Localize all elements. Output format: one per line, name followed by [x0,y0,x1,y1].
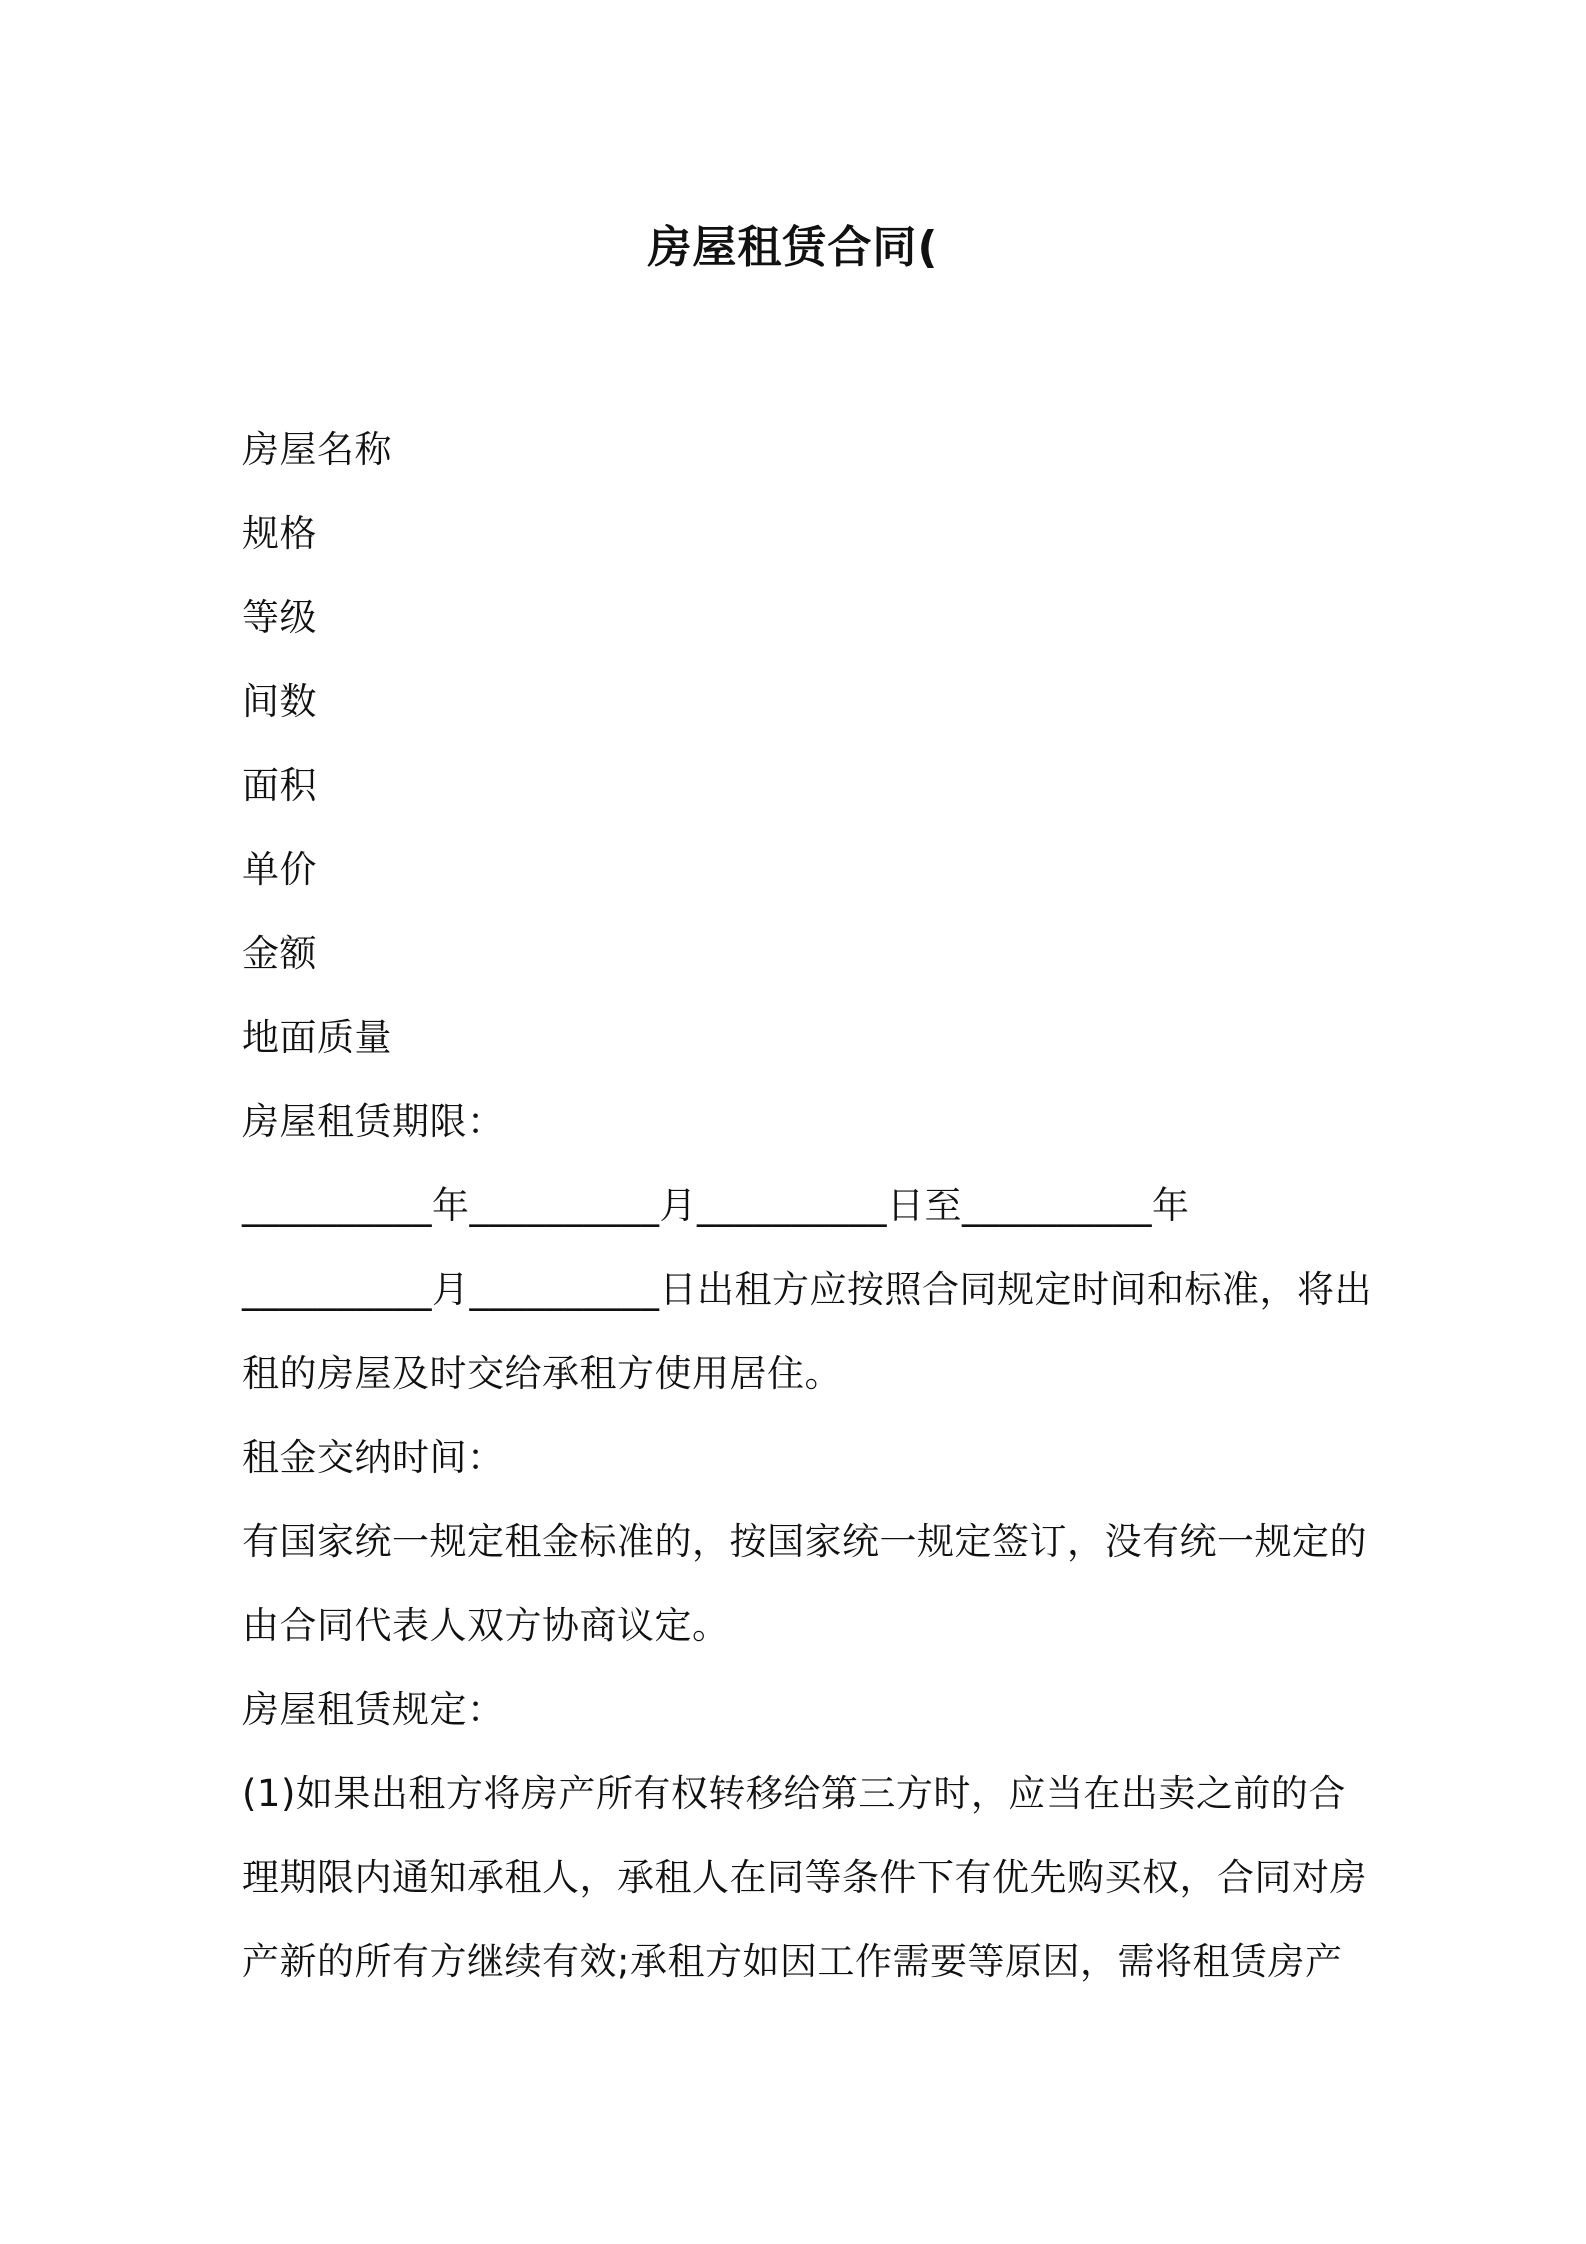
paragraph-line: 由合同代表人双方协商议定。 [242,1604,730,1647]
section-heading-lease-term: 房屋租赁期限： [242,1100,505,1143]
paragraph-line: 产新的所有方继续有效;承租方如因工作需要等原因，需将租赁房产 [242,1940,1343,1983]
field-house-name: 房屋名称 [242,428,392,471]
field-area: 面积 [242,764,317,807]
field-specification: 规格 [242,512,317,555]
section-heading-lease-rules: 房屋租赁规定： [242,1688,505,1731]
paragraph-line: (1)如果出租方将房产所有权转移给第三方时，应当在出卖之前的合 [242,1772,1346,1815]
field-floor-quality: 地面质量 [242,1016,392,1059]
paragraph-line: 理期限内通知承租人，承租人在同等条件下有优先购买权，合同对房 [242,1856,1367,1899]
paragraph-line: 租的房屋及时交给承租方使用居住。 [242,1352,842,1395]
field-amount: 金额 [242,932,317,975]
section-heading-rent-payment: 租金交纳时间： [242,1436,505,1479]
document-body [242,408,1372,2004]
field-unit-price: 单价 [242,848,317,891]
document-title: 房屋租赁合同( [647,222,939,273]
paragraph-line: 有国家统一规定租金标准的，按国家统一规定签订，没有统一规定的 [242,1520,1367,1563]
paragraph-line: __________月__________日出租方应按照合同规定时间和标准，将出 [242,1268,1372,1311]
field-grade: 等级 [242,596,317,639]
paragraph-line: __________年__________月__________日至__________年 [242,1184,1190,1227]
field-room-count: 间数 [242,680,317,723]
